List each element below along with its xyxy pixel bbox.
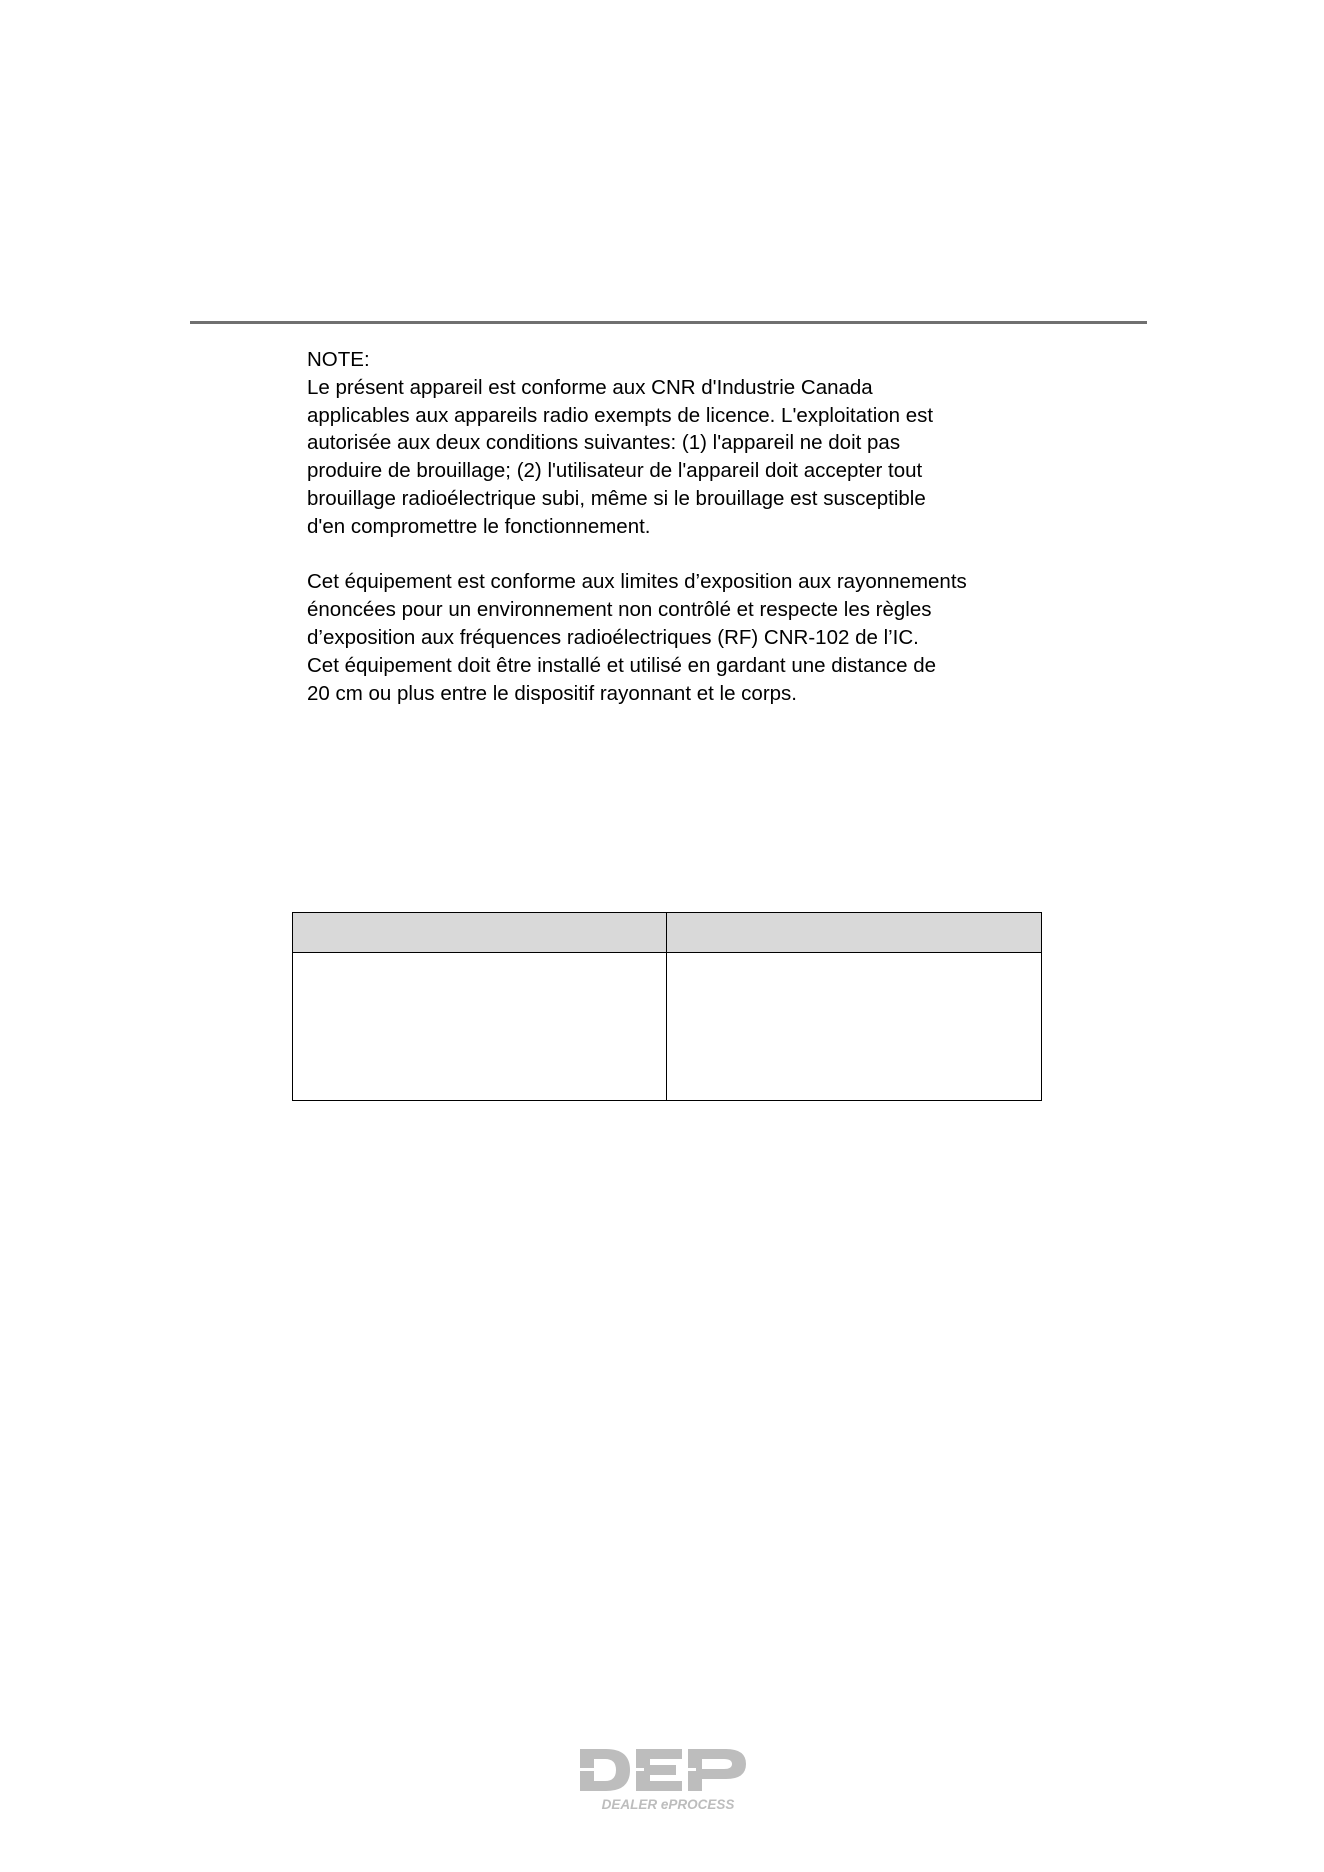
note-block	[307, 346, 1067, 707]
dealer-eprocess-watermark-logo	[578, 1745, 758, 1815]
empty-table	[292, 912, 1042, 1101]
paragraph-line: 20 cm ou plus entre le dispositif rayonnant et le corps.	[307, 681, 797, 705]
logo-tagline: DEALER ePROCESS	[601, 1797, 735, 1812]
paragraph-line: applicables aux appareils radio exempts de licence. L'exploitation est	[307, 403, 934, 427]
paragraph-line: énoncées pour un environnement non contrôlé et respecte les règles	[307, 598, 932, 622]
note-paragraph-2	[307, 568, 1067, 707]
table-cell	[293, 953, 667, 1100]
paragraph-line: brouillage radioélectrique subi, même si le brouillage est susceptible	[307, 486, 926, 510]
paragraph-line: Cet équipement est conforme aux limites d’exposition aux rayonnements	[307, 570, 967, 594]
note-paragraph-1	[307, 374, 1067, 541]
table-cell	[667, 953, 1041, 1100]
paragraph-line: produire de brouillage; (2) l'utilisateur de l'appareil doit accepter tout	[307, 459, 923, 483]
note-heading: NOTE:	[307, 348, 370, 371]
paragraph-line: d'en compromettre le fonctionnement.	[307, 514, 651, 538]
paragraph-line: Le présent appareil est conforme aux CNR d'Industrie Canada	[307, 375, 873, 399]
table-header-row	[293, 913, 1041, 953]
table-header-cell	[293, 913, 667, 953]
paragraph-spacer	[307, 541, 1067, 569]
paragraph-line: Cet équipement doit être installé et utilisé en gardant une distance de	[307, 653, 937, 677]
top-divider	[190, 321, 1147, 324]
table-header-cell	[667, 913, 1041, 953]
table-row	[293, 953, 1041, 1100]
dep-logo-icon	[578, 1745, 758, 1815]
paragraph-line: d’exposition aux fréquences radioélectriques (RF) CNR-102 de l’IC.	[307, 625, 919, 649]
paragraph-line: autorisée aux deux conditions suivantes: (1) l'appareil ne doit pas	[307, 431, 901, 455]
